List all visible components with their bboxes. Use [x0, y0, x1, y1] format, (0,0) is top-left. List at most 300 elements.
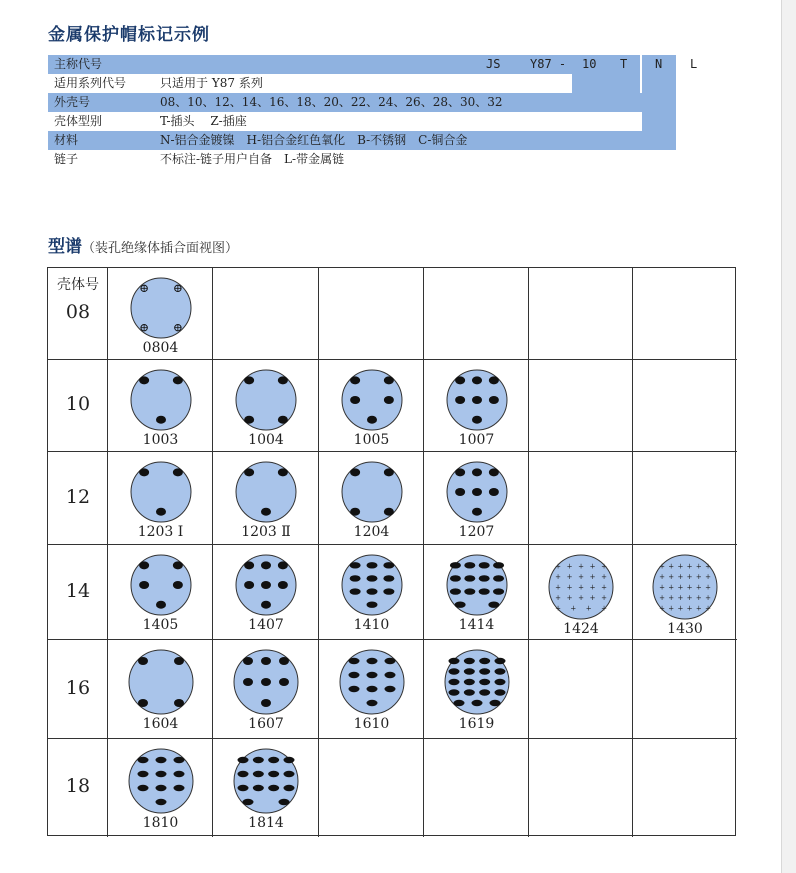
code-seg-js: JS: [486, 57, 501, 71]
insert-face: [340, 553, 404, 617]
pin-mark: [472, 468, 482, 476]
pin-mark: [383, 376, 393, 384]
pin-mark: [449, 588, 460, 594]
pin-mark: +: [659, 594, 665, 602]
shell-number: 12: [65, 485, 91, 508]
connector-code: 1610: [353, 716, 390, 732]
pin-mark: [155, 757, 166, 763]
grid-cell: [633, 452, 737, 545]
pin-mark: [478, 562, 489, 568]
pin-mark: +: [589, 573, 596, 581]
pin-mark: [366, 672, 377, 678]
pin-mark: +: [677, 594, 684, 602]
connector-code: 1203 Ⅰ: [137, 524, 184, 540]
connector-1810[interactable]: [108, 747, 213, 831]
pin-mark: [478, 575, 489, 581]
pin-mark: [172, 376, 182, 384]
pin-mark: [479, 658, 490, 664]
pin-mark: +: [585, 604, 592, 613]
pin-mark: [174, 657, 184, 665]
pin-mark: +: [601, 604, 607, 613]
connector-code: 1204: [353, 524, 390, 540]
pin-mark: [471, 700, 482, 706]
pin-mark: [489, 700, 500, 706]
pin-mark: +: [601, 594, 607, 602]
pin-mark: [494, 668, 505, 674]
pin-mark: [383, 396, 393, 404]
code-label: 主称代号: [54, 57, 103, 71]
pin-mark: [278, 561, 288, 569]
pin-mark: +: [578, 594, 584, 602]
pin-mark: [139, 468, 149, 476]
pin-mark: [139, 376, 149, 384]
pin-mark: +: [686, 583, 693, 592]
grid-cell: [633, 360, 737, 452]
pin-mark: [279, 799, 290, 805]
connector-code: 0804: [142, 340, 179, 356]
pin-mark: [463, 689, 474, 695]
pin-mark: [448, 679, 459, 685]
pin-mark: +: [566, 594, 573, 602]
code-seg-material: N: [655, 57, 663, 71]
connector-1410[interactable]: [319, 553, 424, 633]
grid-cell: [213, 268, 319, 360]
grid-cell: [633, 268, 737, 360]
pin-mark: [383, 562, 394, 568]
pin-mark: [261, 601, 271, 609]
pin-mark: [173, 771, 184, 777]
pin-mark: [137, 757, 148, 763]
section-title-text: 型谱: [48, 237, 82, 257]
pin-mark: +: [589, 594, 596, 602]
pin-mark: [155, 799, 166, 805]
pin-mark: [253, 785, 264, 791]
connector-1424[interactable]: [529, 553, 633, 637]
pin-mark: [493, 588, 504, 594]
connector-1005[interactable]: [319, 368, 424, 448]
insert-face: [129, 553, 193, 617]
connector-code: 1405: [142, 617, 179, 633]
pin-mark: +: [668, 604, 675, 613]
pin-mark: [261, 678, 271, 686]
pin-mark: [449, 575, 460, 581]
pin-mark: [383, 508, 393, 516]
connector-1610[interactable]: [319, 648, 424, 732]
insert-face: [445, 460, 509, 524]
pin-mark: +: [566, 583, 573, 592]
pin-mark: [366, 658, 377, 664]
connector-1607[interactable]: [213, 648, 319, 732]
code-value: 不标注-链子用户自备 L-带金属链: [160, 152, 345, 166]
code-seg-shell: 10: [582, 57, 597, 71]
grid-cell: [319, 268, 424, 360]
pin-mark: [244, 416, 254, 424]
pin-mark: [268, 757, 279, 763]
code-seg-type: T: [620, 57, 628, 71]
pin-mark: [244, 561, 254, 569]
pin-mark: [284, 757, 295, 763]
insert-circle: [131, 278, 191, 338]
connector-1414[interactable]: [424, 553, 529, 633]
code-value: T-插头 Z-插座: [160, 114, 247, 128]
pin-mark: [493, 575, 504, 581]
pin-mark: [494, 689, 505, 695]
pin-mark: [455, 376, 465, 384]
pin-mark: +: [601, 583, 607, 592]
pin-mark: [448, 689, 459, 695]
grid-cell: [529, 268, 633, 360]
pin-mark: [366, 588, 377, 594]
shell-number: 14: [65, 579, 91, 602]
pin-mark: [384, 672, 395, 678]
code-value: 08、10、12、14、16、18、20、22、24、26、28、30、32: [160, 95, 503, 109]
pin-mark: [261, 699, 271, 707]
connector-code: 1003: [142, 432, 179, 448]
connector-code: 1004: [248, 432, 284, 448]
pin-mark: [472, 376, 482, 384]
pin-mark: +: [695, 573, 702, 581]
connector-code: 1604: [142, 716, 179, 732]
pin-mark: +: [695, 594, 702, 602]
insert-face: [129, 276, 193, 340]
pin-mark: [367, 416, 377, 424]
pin-mark: [253, 757, 264, 763]
pin-mark: [279, 657, 289, 665]
pin-mark: +: [589, 583, 596, 592]
code-row-type: [48, 112, 728, 131]
section-subtitle: （装孔绝缘体插合面视图）: [82, 241, 239, 256]
connector-1405[interactable]: [108, 553, 213, 633]
pin-mark: [366, 575, 377, 581]
pin-mark: [472, 488, 482, 496]
pin-mark: [137, 785, 148, 791]
pin-mark: [174, 699, 184, 707]
pin-mark: [243, 799, 254, 805]
pin-mark: +: [705, 594, 711, 602]
insert-face: [127, 648, 195, 716]
grid-cell: [424, 739, 529, 837]
insert-face: [547, 553, 615, 621]
pin-mark: [463, 668, 474, 674]
pin-mark: +: [578, 573, 584, 581]
connector-1007[interactable]: [424, 368, 529, 448]
pin-mark: [261, 581, 271, 589]
pin-mark: +: [578, 583, 584, 592]
pin-mark: [238, 771, 249, 777]
pin-mark: +: [677, 583, 684, 592]
pin-mark: +: [566, 562, 573, 571]
pin-mark: +: [589, 562, 596, 571]
pin-mark: [383, 575, 394, 581]
code-seg-chain: L: [690, 57, 698, 71]
code-label: 链子: [54, 152, 79, 166]
grid-cell: [633, 739, 737, 837]
code-row-chain: [48, 150, 728, 169]
pin-mark: +: [705, 562, 711, 571]
pin-mark: [139, 561, 149, 569]
pin-mark: [244, 376, 254, 384]
pin-mark: [366, 700, 377, 706]
pin-mark: [243, 657, 253, 665]
pin-mark: [494, 679, 505, 685]
pin-mark: [137, 771, 148, 777]
page-title: 金属保护帽标记示例: [48, 25, 210, 45]
pin-mark: [279, 678, 289, 686]
code-row-series: [48, 74, 728, 93]
pin-mark: [243, 678, 253, 686]
pin-mark: [455, 396, 465, 404]
pin-mark: +: [668, 573, 675, 581]
pin-mark: [268, 771, 279, 777]
connector-1430[interactable]: [633, 553, 737, 637]
pin-mark: +: [659, 583, 665, 592]
pin-mark: [244, 581, 254, 589]
pin-mark: [155, 771, 166, 777]
pin-mark: [350, 396, 360, 404]
pin-mark: [464, 562, 475, 568]
pin-mark: [455, 488, 465, 496]
pin-mark: [464, 588, 475, 594]
pin-mark: +: [695, 604, 702, 613]
connector-code: 1810: [142, 815, 179, 831]
code-value: 只适用于 Y87 系列: [160, 76, 263, 90]
pin-mark: +: [686, 562, 693, 571]
pin-mark: [463, 658, 474, 664]
pin-mark: +: [677, 562, 684, 571]
pin-mark: [463, 679, 474, 685]
connector-code: 1414: [458, 617, 495, 633]
connector-0804[interactable]: [108, 276, 213, 356]
shell-header: 壳体号: [57, 277, 99, 293]
pin-mark: +: [555, 583, 561, 592]
pin-mark: [348, 658, 359, 664]
pin-mark: [464, 575, 475, 581]
shell-number: 10: [65, 393, 91, 415]
pin-mark: [488, 468, 498, 476]
grid-cell: [529, 640, 633, 739]
insert-face: [127, 747, 195, 815]
pin-mark: [488, 488, 498, 496]
pin-mark: [156, 508, 166, 516]
pin-mark: +: [686, 573, 693, 581]
insert-face: [651, 553, 719, 621]
pin-mark: +: [686, 604, 693, 613]
insert-face: [232, 747, 300, 815]
connector-1003[interactable]: [108, 368, 213, 448]
pin-mark: [488, 376, 498, 384]
pin-mark: +: [705, 583, 711, 592]
connector-1619[interactable]: [424, 648, 529, 732]
pin-mark: [350, 376, 360, 384]
pin-mark: [455, 468, 465, 476]
shell-number: 16: [65, 676, 91, 699]
pin-mark: +: [659, 562, 665, 571]
pin-mark: +: [668, 583, 675, 592]
pin-mark: [472, 508, 482, 516]
pin-mark: [348, 672, 359, 678]
pin-mark: +: [555, 604, 561, 613]
code-label: 适用系列代号: [54, 76, 127, 90]
insert-face: [232, 648, 300, 716]
pin-mark: [454, 601, 465, 607]
insert-face: [445, 368, 509, 432]
pin-mark: [384, 686, 395, 692]
pin-mark: [284, 771, 295, 777]
insert-face: [234, 553, 298, 617]
insert-face: [234, 460, 298, 524]
connector-code: 1007: [458, 432, 495, 448]
connector-1203Ⅱ[interactable]: [213, 460, 319, 540]
connector-1207[interactable]: [424, 460, 529, 540]
pin-mark: +: [668, 594, 675, 602]
connector-1203Ⅰ[interactable]: [108, 460, 213, 540]
pin-mark: [261, 561, 271, 569]
pin-mark: [384, 658, 395, 664]
pin-mark: [449, 562, 460, 568]
pin-mark: [156, 416, 166, 424]
pin-mark: [366, 562, 377, 568]
pin-mark: [139, 581, 149, 589]
pin-mark: [479, 668, 490, 674]
pin-mark: [453, 700, 464, 706]
connector-1004[interactable]: [213, 368, 319, 448]
pin-mark: [253, 771, 264, 777]
pin-mark: +: [677, 573, 684, 581]
connector-grid: [47, 267, 736, 836]
code-row-shell: [48, 93, 728, 112]
grid-cell: [529, 739, 633, 837]
pin-mark: [366, 686, 377, 692]
pin-mark: [383, 588, 394, 594]
pin-mark: [494, 658, 505, 664]
connector-code: 1430: [667, 621, 703, 637]
pin-mark: [278, 581, 288, 589]
pin-mark: [383, 468, 393, 476]
pin-mark: +: [566, 573, 573, 581]
insert-face: [340, 368, 404, 432]
connector-1604[interactable]: [108, 648, 213, 732]
pin-mark: [472, 396, 482, 404]
pin-mark: [349, 575, 360, 581]
insert-face: [129, 460, 193, 524]
pin-mark: [172, 581, 182, 589]
pin-mark: +: [578, 562, 584, 571]
insert-face: [234, 368, 298, 432]
insert-face: [340, 460, 404, 524]
grid-cell: [529, 452, 633, 545]
pin-mark: +: [695, 583, 702, 592]
pin-mark: [488, 601, 499, 607]
pin-mark: +: [686, 594, 693, 602]
shell-number: 08: [65, 301, 91, 323]
pin-mark: [238, 757, 249, 763]
pin-mark: +: [555, 562, 561, 571]
pin-mark: [244, 468, 254, 476]
pin-mark: [448, 658, 459, 664]
shell-number: 18: [65, 775, 91, 797]
pin-mark: [155, 785, 166, 791]
connector-code: 1410: [353, 617, 390, 633]
insert-face: [338, 648, 406, 716]
pin-mark: [172, 468, 182, 476]
pin-mark: +: [695, 562, 702, 571]
connector-code: 1407: [248, 617, 284, 633]
pin-mark: +: [705, 604, 711, 613]
insert-face: [443, 648, 511, 716]
pin-mark: +: [659, 573, 665, 581]
code-value: N-铝合金镀镍 H-铝合金红色氧化 B-不锈钢 C-铜合金: [160, 133, 468, 147]
pin-mark: [478, 588, 489, 594]
pin-mark: [138, 657, 148, 665]
connector-1407[interactable]: [213, 553, 319, 633]
insert-face: [445, 553, 509, 617]
pin-mark: [488, 396, 498, 404]
pin-mark: [350, 468, 360, 476]
pin-mark: [479, 689, 490, 695]
connector-1814[interactable]: [213, 747, 319, 831]
pin-mark: +: [555, 573, 561, 581]
pin-mark: [366, 601, 377, 607]
pin-mark: [278, 468, 288, 476]
connector-1204[interactable]: [319, 460, 424, 540]
pin-mark: +: [705, 573, 711, 581]
pin-mark: [172, 561, 182, 569]
pin-mark: [448, 668, 459, 674]
connector-code: 1207: [458, 524, 495, 540]
pin-mark: +: [601, 573, 607, 581]
pin-mark: [479, 679, 490, 685]
pin-mark: [350, 508, 360, 516]
pin-mark: +: [555, 594, 561, 602]
code-row-material: [48, 131, 728, 150]
grid-cell: [633, 640, 737, 739]
pin-mark: [348, 686, 359, 692]
pin-mark: [284, 785, 295, 791]
connector-code: 1005: [353, 432, 390, 448]
connector-code: 1814: [248, 815, 284, 831]
code-label: 壳体型别: [54, 114, 103, 128]
pin-mark: [493, 562, 504, 568]
connector-code: 1619: [458, 716, 495, 732]
pin-mark: [278, 416, 288, 424]
grid-cell: [529, 360, 633, 452]
pin-mark: [261, 657, 271, 665]
connector-code: 1607: [248, 716, 284, 732]
pin-mark: [156, 601, 166, 609]
code-label: 材料: [54, 133, 79, 147]
code-row-main: [48, 55, 728, 74]
pin-mark: +: [659, 604, 665, 613]
pin-mark: [349, 588, 360, 594]
grid-cell: [424, 268, 529, 360]
code-label: 外壳号: [54, 95, 91, 109]
pin-mark: [238, 785, 249, 791]
connector-code: 1203 Ⅱ: [241, 524, 291, 540]
connector-code: 1424: [563, 621, 599, 637]
section-title: [48, 232, 238, 257]
code-seg-y87: Y87 -: [530, 57, 567, 71]
insert-face: [129, 368, 193, 432]
pin-mark: +: [668, 562, 675, 571]
pin-mark: +: [677, 604, 684, 613]
pin-mark: [472, 416, 482, 424]
pin-mark: [261, 508, 271, 516]
pin-mark: [278, 376, 288, 384]
pin-mark: [349, 562, 360, 568]
pin-mark: [268, 785, 279, 791]
pin-mark: [173, 785, 184, 791]
page-edge: [781, 0, 796, 873]
